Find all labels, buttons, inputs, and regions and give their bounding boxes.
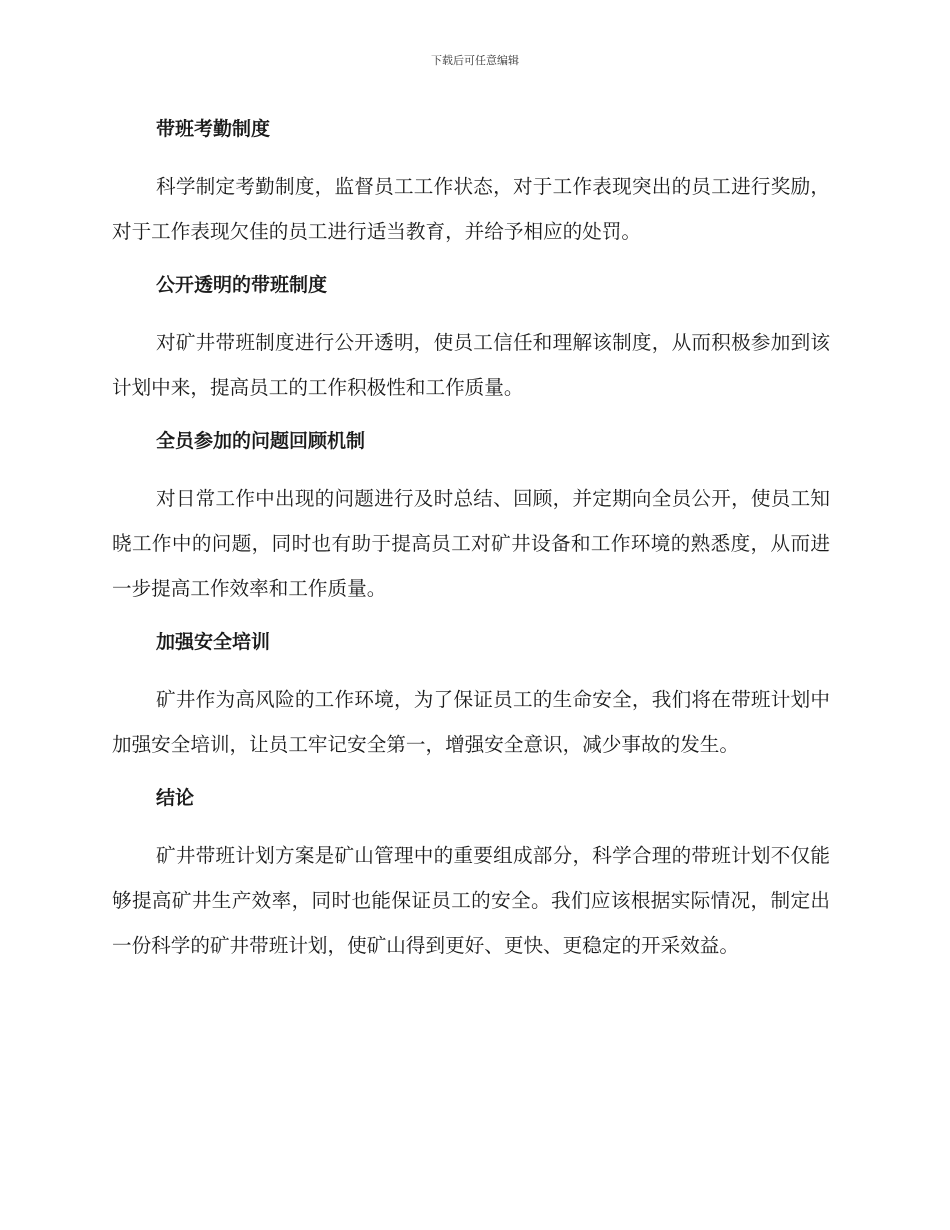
document-body (112, 112, 830, 982)
section-paragraph: 对日常工作中出现的问题进行及时总结、回顾，并定期向全员公开，使员工知晓工作中的问题，同时也有助于提高员工对矿井设备和工作环境的熟悉度，从而进一步提高工作效率和工作质量。 (112, 487, 830, 600)
section-title: 结论 (156, 787, 195, 809)
section-paragraph: 对矿井带班制度进行公开透明，使员工信任和理解该制度，从而积极参加到该计划中来，提高员工的工作积极性和工作质量。 (112, 331, 830, 399)
section-title: 带班考勤制度 (156, 118, 271, 140)
section-review-mechanism (112, 424, 830, 611)
section-conclusion (112, 781, 830, 968)
section-safety-training (112, 625, 830, 767)
page-header-note: 下载后可任意编辑 (431, 54, 519, 67)
section-title: 全员参加的问题回顾机制 (156, 430, 366, 452)
section-paragraph: 矿井带班计划方案是矿山管理中的重要组成部分，科学合理的带班计划不仅能够提高矿井生产效率，同时也能保证员工的安全。我们应该根据实际情况，制定出一份科学的矿井带班计划，使矿山得到更好、更快、更稳定的开采效益。 (112, 844, 830, 957)
section-paragraph: 矿井作为高风险的工作环境，为了保证员工的生命安全，我们将在带班计划中加强安全培训，让员工牢记安全第一，增强安全意识，减少事故的发生。 (112, 688, 830, 756)
section-transparency (112, 268, 830, 410)
section-title: 公开透明的带班制度 (156, 274, 328, 296)
section-attendance (112, 112, 830, 254)
section-paragraph: 科学制定考勤制度，监督员工工作状态，对于工作表现突出的员工进行奖励，对于工作表现欠佳的员工进行适当教育，并给予相应的处罚。 (112, 175, 830, 243)
section-title: 加强安全培训 (156, 631, 271, 653)
